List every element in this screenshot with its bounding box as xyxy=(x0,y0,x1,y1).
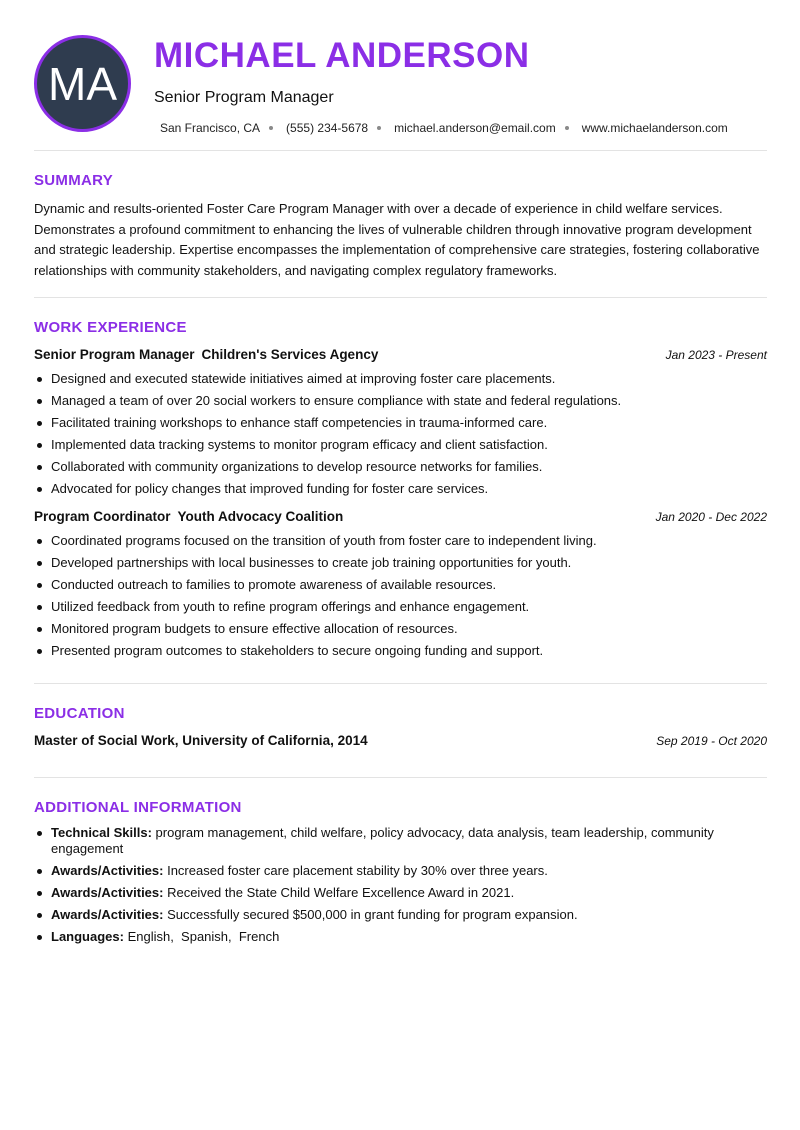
experience-heading: WORK EXPERIENCE xyxy=(34,319,187,336)
resume-header xyxy=(34,0,767,151)
item-text: program management, child welfare, policy advocacy, data analysis, team leadership, community engagement xyxy=(51,825,714,856)
list-item: Presented program outcomes to stakeholders to secure ongoing funding and support. xyxy=(34,643,767,659)
additional-heading: ADDITIONAL INFORMATION xyxy=(34,799,242,816)
list-item xyxy=(34,885,767,901)
job-company: Children's Services Agency xyxy=(201,347,379,362)
candidate-name: MICHAEL ANDERSON xyxy=(154,36,530,75)
additional-list xyxy=(34,825,767,945)
list-item: Collaborated with community organizations to develop resource networks for families. xyxy=(34,459,767,475)
additional-section xyxy=(34,778,767,945)
list-item: Conducted outreach to families to promote awareness of available resources. xyxy=(34,577,767,593)
contact-website xyxy=(582,121,728,135)
job-company: Youth Advocacy Coalition xyxy=(177,509,344,524)
list-item: Advocated for policy changes that improved funding for foster care services. xyxy=(34,481,767,497)
contact-email xyxy=(394,121,582,135)
separator-dot-icon xyxy=(269,126,273,130)
list-item: Implemented data tracking systems to monitor program efficacy and client satisfaction. xyxy=(34,437,767,453)
item-text: English, Spanish, French xyxy=(123,929,280,944)
list-item: Designed and executed statewide initiatives aimed at improving foster care placements. xyxy=(34,371,767,387)
job-role: Program Coordinator xyxy=(34,509,171,524)
separator-dot-icon xyxy=(377,126,381,130)
job-header xyxy=(34,509,767,527)
item-label: Awards/Activities: xyxy=(51,885,164,900)
email-text: michael.anderson@email.com xyxy=(394,121,556,135)
job-role-company xyxy=(34,509,343,524)
list-item: Facilitated training workshops to enhance staff competencies in trauma-informed care. xyxy=(34,415,767,431)
list-item xyxy=(34,825,767,857)
list-item: Utilized feedback from youth to refine program offerings and enhance engagement. xyxy=(34,599,767,615)
item-label: Awards/Activities: xyxy=(51,863,164,878)
education-dates: Sep 2019 - Oct 2020 xyxy=(656,734,767,748)
list-item: Monitored program budgets to ensure effective allocation of resources. xyxy=(34,621,767,637)
experience-section xyxy=(34,298,767,684)
education-section xyxy=(34,684,767,778)
degree-text: Master of Social Work, University of California, 2014 xyxy=(34,733,368,748)
summary-section xyxy=(34,151,767,298)
item-text: Increased foster care placement stability by 30% over three years. xyxy=(163,863,548,878)
list-item xyxy=(34,907,767,923)
job-header xyxy=(34,347,767,365)
job-role-company xyxy=(34,347,378,362)
job-role: Senior Program Manager xyxy=(34,347,195,362)
item-label: Languages: xyxy=(51,929,124,944)
list-item: Coordinated programs focused on the transition of youth from foster care to independent living. xyxy=(34,533,767,549)
job-entry xyxy=(34,347,767,497)
education-heading: EDUCATION xyxy=(34,705,125,722)
contact-info xyxy=(160,121,728,135)
website-text: www.michaelanderson.com xyxy=(581,121,728,135)
item-label: Technical Skills: xyxy=(51,825,152,840)
item-text: Successfully secured $500,000 in grant funding for program expansion. xyxy=(163,907,578,922)
item-text: Received the State Child Welfare Excellence Award in 2021. xyxy=(163,885,515,900)
education-entry xyxy=(34,733,767,751)
list-item: Managed a team of over 20 social workers to ensure compliance with state and federal regulations. xyxy=(34,393,767,409)
job-bullets xyxy=(34,371,767,497)
item-label: Awards/Activities: xyxy=(51,907,164,922)
job-bullets xyxy=(34,533,767,659)
resume-page xyxy=(34,0,767,951)
contact-location xyxy=(160,121,286,135)
avatar: MA xyxy=(34,35,131,132)
list-item xyxy=(34,929,767,945)
summary-text: Dynamic and results-oriented Foster Care Program Manager with over a decade of experience in child welfare services. Demonstrates a profound commitment to enhancing the lives of vulnerable children through innovative program development and strategic leadership. Expertise encompasses the implementation of comprehensive care strategies, fostering collaborative relationships with community stakeholders, and navigating complex regulatory frameworks. xyxy=(34,201,760,278)
list-item: Developed partnerships with local businesses to create job training opportunities for youth. xyxy=(34,555,767,571)
separator-dot-icon xyxy=(565,126,569,130)
job-entry xyxy=(34,509,767,659)
contact-phone xyxy=(286,121,394,135)
list-item xyxy=(34,863,767,879)
job-title: Senior Program Manager xyxy=(154,89,334,106)
phone-text: (555) 234-5678 xyxy=(286,121,369,135)
location-text: San Francisco, CA xyxy=(160,121,261,135)
job-dates: Jan 2023 - Present xyxy=(665,348,767,362)
summary-heading: SUMMARY xyxy=(34,172,114,189)
job-dates: Jan 2020 - Dec 2022 xyxy=(655,510,767,524)
